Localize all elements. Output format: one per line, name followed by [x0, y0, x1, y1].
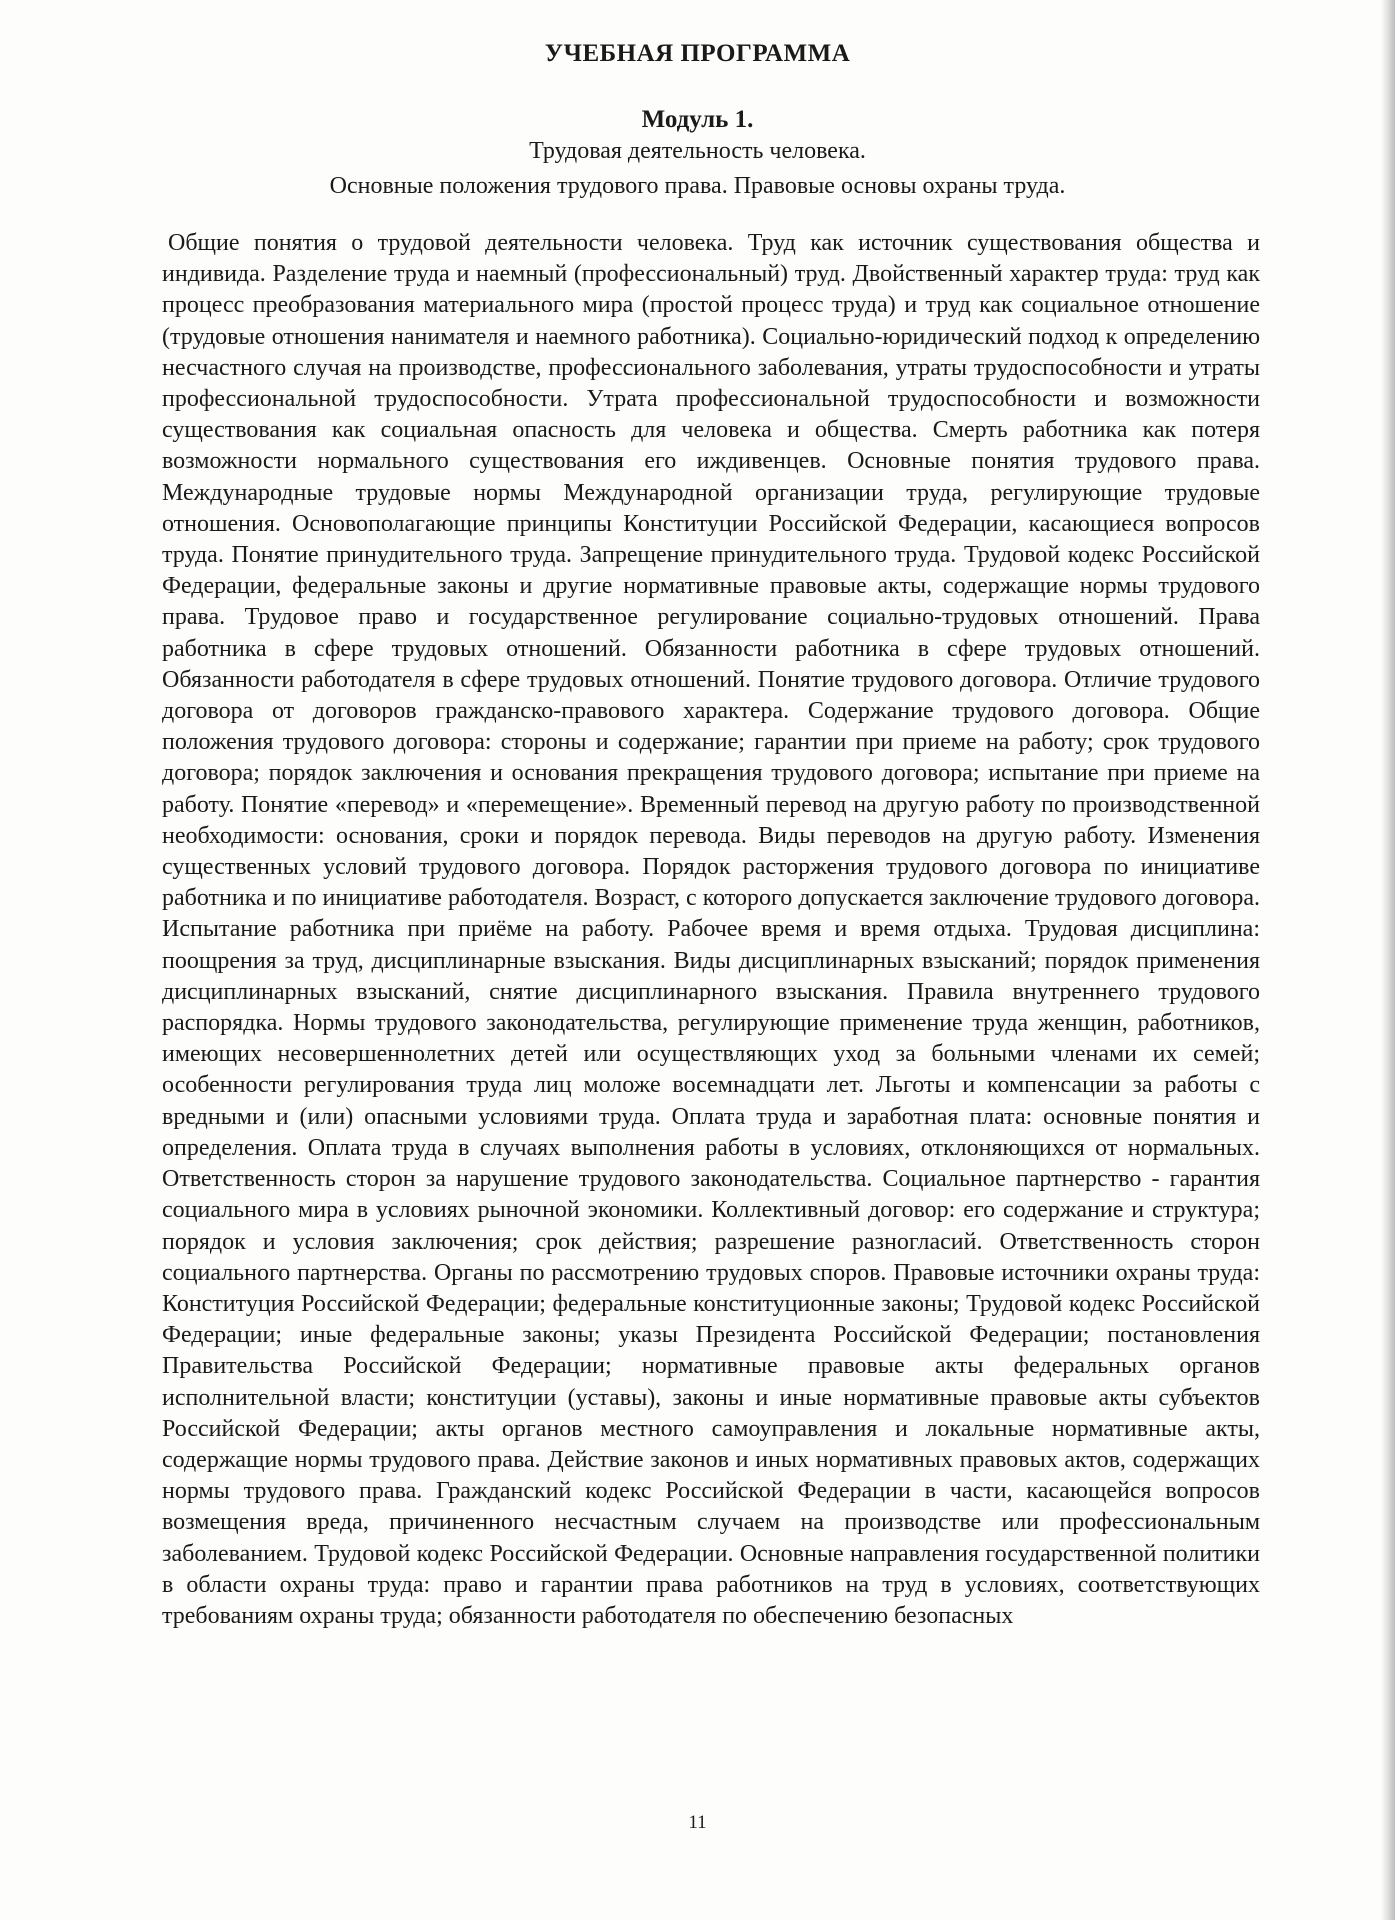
page-number: 11	[688, 1812, 707, 1833]
module-subtitle-secondary: Основные положения трудового права. Правовые основы охраны труда.	[329, 173, 1066, 199]
scan-edge-shadow	[1381, 0, 1395, 1920]
module-title: Модуль 1.	[641, 106, 754, 133]
module-subtitle: Трудовая деятельность человека.	[529, 138, 866, 164]
body-paragraph: Общие понятия о трудовой деятельности человека. Труд как источник существования общества и индивида. Разделение труда и наемный (профессиональный) труд. Двойственный характер труда: труд как процесс преобразования материального мира (простой процесс труда) и труд как социальное отношение (трудовые отношения нанимателя и наемного работника). Социально-юридический подход к определению несчастного случая на производстве, профессионального заболевания, утраты трудоспособности и утраты профессиональной трудоспособности. Утрата профессиональной трудоспособности и возможности существования как социальная опасность для человека и общества. Смерть работника как потеря возможности нормального существования его иждивенцев. Основные понятия трудового права. Международные трудовые нормы Международной организации труда, регулирующие трудовые отношения. Основополагающие принципы Конституции Российской Федерации, касающиеся вопросов труда. Понятие принудительного труда. Запрещение принудительного труда. Трудовой кодекс Российской Федерации, федеральные законы и другие нормативные правовые акты, содержащие нормы трудового права. Трудовое право и государственное регулирование социально-трудовых отношений. Права работника в сфере трудовых отношений. Обязанности работника в сфере трудовых отношений. Обязанности работодателя в сфере трудовых отношений. Понятие трудового договора. Отличие трудового договора от договоров гражданско-правового характера. Содержание трудового договора. Общие положения трудового договора: стороны и содержание; гарантии при приеме на работу; срок трудового договора; порядок заключения и основания прекращения трудового договора; испытание при приеме на работу. Понятие «перевод» и «перемещение». Временный перевод на другую работу по производственной необходимости: основания, сроки и порядок перевода. Виды переводов на другую работу. Изменения существенных условий трудового договора. Порядок расторжения трудового договора по инициативе работника и по инициативе работодателя. Возраст, с которого допускается заключение трудового договора. Испытание работника при приёме на работу. Рабочее время и время отдыха. Трудовая дисциплина: поощрения за труд, дисциплинарные взыскания. Виды дисциплинарных взысканий; порядок применения дисциплинарных взысканий, снятие дисциплинарного взыскания. Правила внутреннего трудового распорядка. Нормы трудового законодательства, регулирующие применение труда женщин, работников, имеющих несовершеннолетних детей или осуществляющих уход за больными членами их семей; особенности регулирования труда лиц моложе восемнадцати лет. Льготы и компенсации за работы с вредными и (или) опасными условиями труда. Оплата труда и заработная плата: основные понятия и определения. Оплата труда в случаях выполнения работы в условиях, отклоняющихся от нормальных. Ответственность сторон за нарушение трудового законодательства. Социальное партнерство - гарантия социального мира в условиях рыночной экономики. Коллективный договор: его содержание и структура; порядок и условия заключения; срок действия; разрешение разногласий. Ответственность сторон социального партнерства. Органы по рассмотрению трудовых споров. Правовые источники охраны труда: Конституция Российской Федерации; федеральные конституционные законы; Трудовой кодекс Российской Федерации; иные федеральные законы; указы Президента Российской Федерации; постановления Правительства Российской Федерации; нормативные правовые акты федеральных органов исполнительной власти; конституции (уставы), законы и иные нормативные правовые акты субъектов Российской Федерации; акты органов местного самоуправления и локальные нормативные акты, содержащие нормы трудового права. Действие законов и иных нормативных правовых актов, содержащих нормы трудового права. Гражданский кодекс Российской Федерации в части, касающейся вопросов возмещения вреда, причиненного несчастным случаем на производстве или профессиональным заболеванием. Трудовой кодекс Российской Федерации. Основные направления государственной политики в области охраны труда: право и гарантии права работников на труд в условиях, соответствующих требованиям охраны труда; обязанности работодателя по обеспечению безопасных	[162, 230, 1260, 1629]
document-title: УЧЕБНАЯ ПРОГРАММА	[544, 40, 851, 67]
body-text-block	[162, 228, 1260, 1632]
